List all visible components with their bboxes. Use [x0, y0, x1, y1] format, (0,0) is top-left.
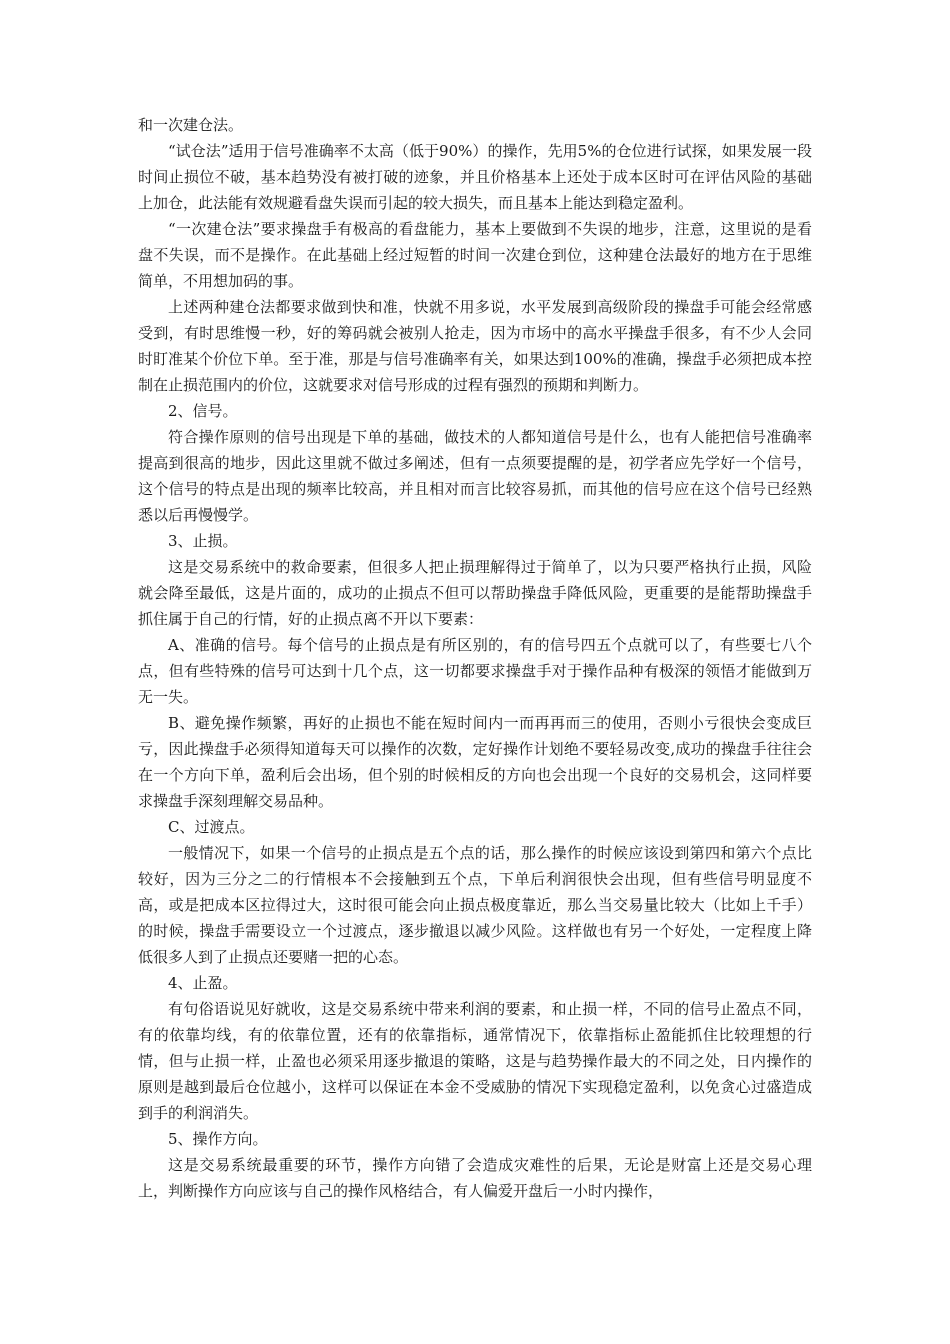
paragraph: 上述两种建仓法都要求做到快和准，快就不用多说，水平发展到高级阶段的操盘手可能会经常感受到，有时思维慢一秒，好的筹码就会被别人抢走，因为市场中的高水平操盘手很多，有不少人会同时盯准某个价位下单。至于准，那是与信号准确率有关，如果达到100%的准确，操盘手必须把成本控制在止损范围内的价位，这就要求对信号形成的过程有强烈的预期和判断力。 [138, 298, 812, 394]
paragraph: 和一次建仓法。 [138, 116, 244, 134]
paragraph: 符合操作原则的信号出现是下单的基础，做技术的人都知道信号是什么，也有人能把信号准确率提高到很高的地步，因此这里就不做过多阐述，但有一点须要提醒的是，初学者应先学好一个信号，这个信号的特点是出现的频率比较高，并且相对而言比较容易抓，而其他的信号应在这个信号已经熟悉以后再慢慢学。 [138, 428, 812, 524]
paragraph: 有句俗语说见好就收，这是交易系统中带来利润的要素，和止损一样，不同的信号止盈点不同，有的依靠均线，有的依靠位置，还有的依靠指标，通常情况下，依靠指标止盈能抓住比较理想的行情，但与止损一样，止盈也必须采用逐步撤退的策略，这是与趋势操作最大的不同之处，日内操作的原则是越到最后仓位越小，这样可以保证在本金不受威胁的情况下实现稳定盈利，以免贪心过盛造成到手的利润消失。 [138, 1000, 812, 1122]
paragraph: “一次建仓法”要求操盘手有极高的看盘能力，基本上要做到不失误的地步，注意，这里说的是看盘不失误，而不是操作。在此基础上经过短暂的时间一次建仓到位，这种建仓法最好的地方在于思维简单，不用想加码的事。 [138, 220, 812, 290]
paragraph: C、过渡点。 [168, 818, 255, 836]
paragraph: 4、止盈。 [168, 974, 238, 992]
paragraph: A、准确的信号。每个信号的止损点是有所区别的，有的信号四五个点就可以了，有些要七八个点，但有些特殊的信号可达到十几个点，这一切都要求操盘手对于操作品种有极深的领悟才能做到万无一失。 [138, 636, 812, 706]
paragraph: 2、信号。 [168, 402, 238, 420]
paragraph: 这是交易系统中的救命要素，但很多人把止损理解得过于简单了，以为只要严格执行止损，风险就会降至最低，这是片面的，成功的止损点不但可以帮助操盘手降低风险，更重要的是能帮助操盘手抓住属于自己的行情，好的止损点离不开以下要素： [138, 558, 812, 628]
paragraph: 一般情况下，如果一个信号的止损点是五个点的话，那么操作的时候应该设到第四和第六个点比较好，因为三分之二的行情根本不会接触到五个点，下单后利润很快会出现，但有些信号明显度不高，或是把成本区拉得过大，这时很可能会向止损点极度靠近，那么当交易量比较大（比如上千手）的时候，操盘手需要设立一个过渡点，逐步撤退以减少风险。这样做也有另一个好处，一定程度上降低很多人到了止损点还要赌一把的心态。 [138, 844, 812, 966]
paragraph: B、避免操作频繁，再好的止损也不能在短时间内一而再再而三的使用，否则小亏很快会变成巨亏，因此操盘手必须得知道每天可以操作的次数，定好操作计划绝不要轻易改变,成功的操盘手往往会在一个方向下单，盈利后会出场，但个别的时候相反的方向也会出现一个良好的交易机会，这同样要求操盘手深刻理解交易品种。 [138, 714, 812, 810]
paragraph: “试仓法”适用于信号准确率不太高（低于90%）的操作，先用5%的仓位进行试探，如果发展一段时间止损位不破，基本趋势没有被打破的迹象，并且价格基本上还处于成本区时可在评估风险的基础上加仓，此法能有效规避看盘失误而引起的较大损失，而且基本上能达到稳定盈利。 [138, 142, 812, 212]
document-page [138, 112, 812, 1204]
paragraph: 这是交易系统最重要的环节，操作方向错了会造成灾难性的后果，无论是财富上还是交易心理上，判断操作方向应该与自己的操作风格结合，有人偏爱开盘后一小时内操作， [138, 1156, 812, 1200]
paragraph: 3、止损。 [168, 532, 238, 550]
paragraph: 5、操作方向。 [168, 1130, 268, 1148]
